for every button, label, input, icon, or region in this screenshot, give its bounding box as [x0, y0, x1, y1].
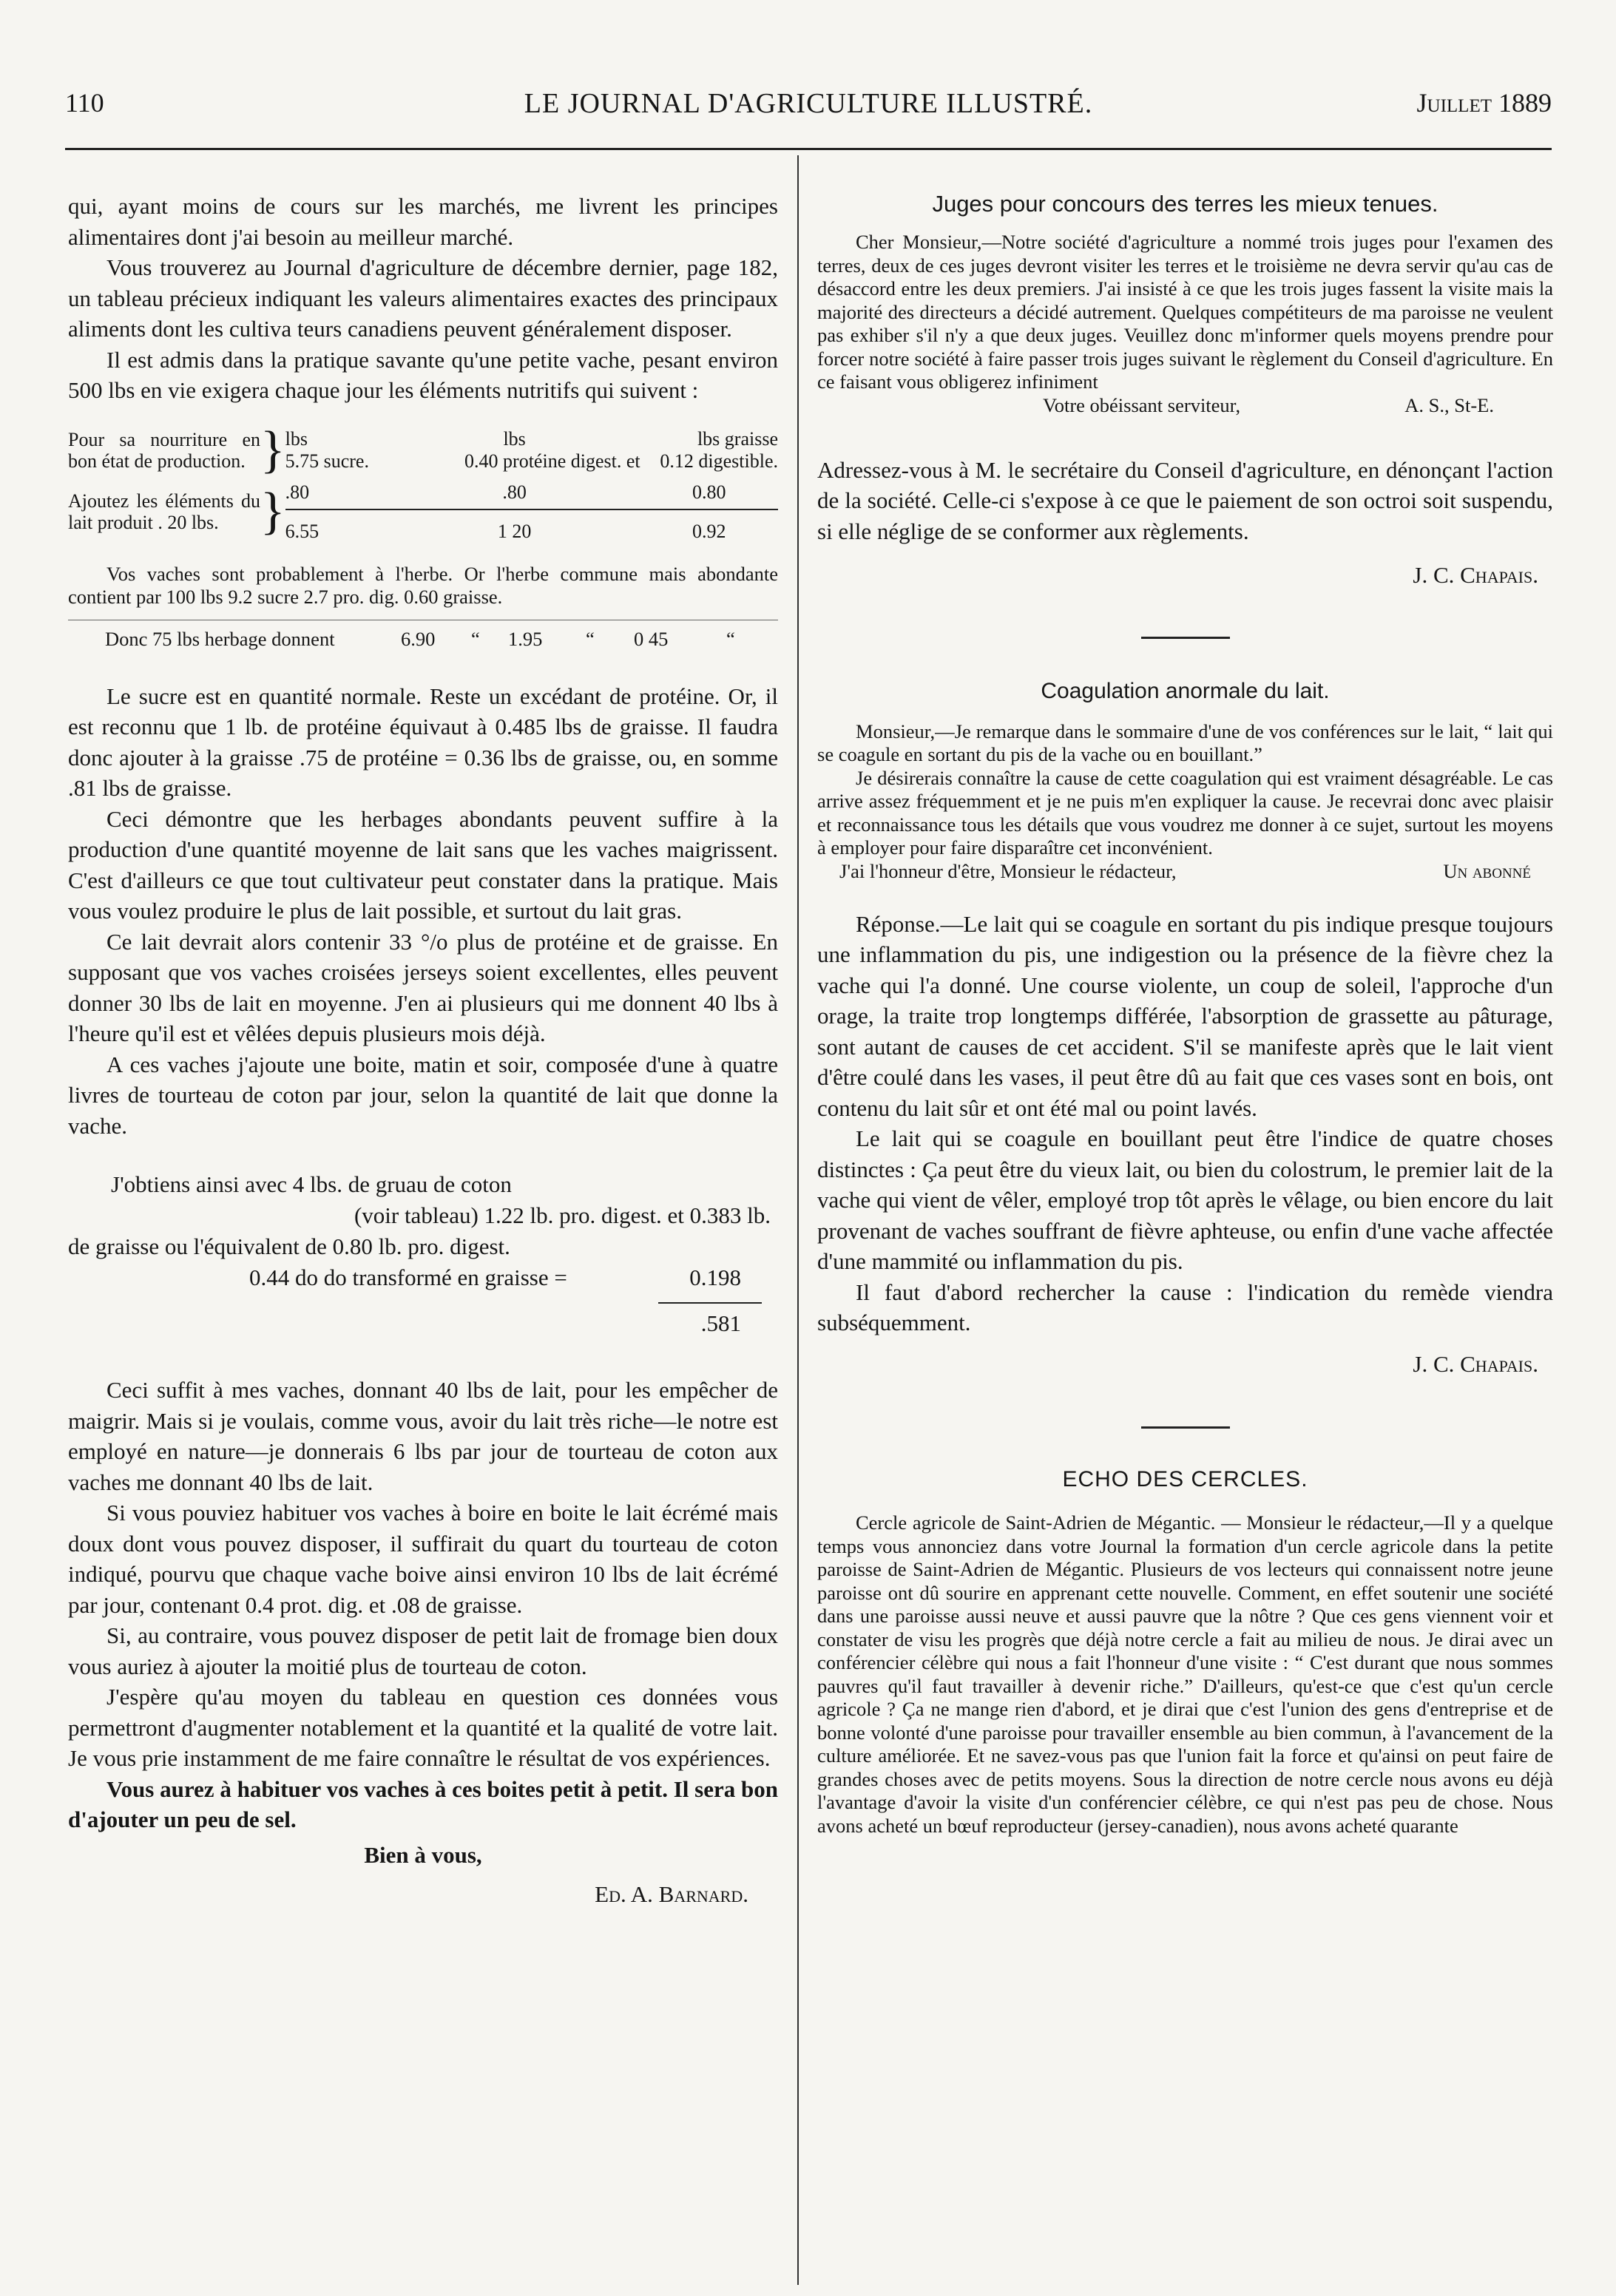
calc-line: J'obtiens ainsi avec 4 lbs. de gruau de coton: [111, 1171, 512, 1197]
brace: }: [260, 482, 285, 540]
calc-value: 0.198: [689, 1264, 741, 1290]
nutrient-row-label: Ajoutez les éléments du lait produit . 20 lbs.: [68, 490, 260, 533]
letter-signature: Un abonné: [1443, 859, 1531, 882]
section-heading: Juges pour concours des terres les mieux tenues.: [932, 191, 1438, 217]
paragraph: A ces vaches j'ajoute une boite, matin et soir, composée d'une à quatre livres de tourteau de coton par jour, selon la quantité de lait que donne la vache.: [68, 1051, 778, 1139]
calc-total: .581: [700, 1310, 741, 1336]
issue-date: Juillet 1889: [1416, 88, 1552, 118]
letter: Monsieur,—Je remarque dans le sommaire d'une de vos conférences sur le lait, “ lait qui se coagule en sortant du pis de la vache ou en bouillant.”: [817, 719, 1553, 765]
letter-signature: A. S., St-E.: [1404, 393, 1494, 416]
paragraph: qui, ayant moins de cours sur les marchés, me livrent les principes alimentaires dont j'ai besoin au meilleur marché.: [68, 193, 778, 250]
right-column: [817, 191, 1553, 1838]
letter: Je désirerais connaître la cause de cette coagulation qui est vraiment désagréable. Le cas arrive assez fréquemment et je ne puis m'en expliquer la cause. Je recevrai donc avec plaisir et reconnaissance tous les détails que vous voudrez me donner à ce sujet, surtout les moyens à employer pour faire disparaître cet inconvénient.: [817, 766, 1553, 859]
ditto-mark: “: [726, 627, 735, 650]
total-value: 0.92: [692, 520, 726, 542]
nutrient-value: .80: [285, 481, 389, 509]
calc-line: 0.44 do do transformé en graisse =: [249, 1264, 567, 1290]
page-header: [65, 87, 1552, 132]
unit-label: lbs: [503, 428, 526, 450]
herbage-label: Donc 75 lbs herbage donnent: [105, 627, 335, 650]
nutrient-value: .80: [389, 481, 640, 509]
letter-close-line: [817, 860, 1553, 884]
paragraph: Ceci démontre que les herbages abondants peuvent suffire à la production d'une quantité moyenne de lait sans que les vaches maigrissent. C'est d'ailleurs ce que tout cultivateur peut constater dans la pratique. Mais vous voulez produire le plus de lait possible, et surtout du lait gras.: [68, 805, 778, 924]
herbage-line: [68, 620, 778, 654]
herbage-value: 6.90: [401, 627, 436, 650]
letter-close-line: [817, 394, 1553, 418]
ditto-mark: “: [586, 627, 595, 650]
page-number: 110: [65, 88, 104, 118]
paragraph: Il est admis dans la pratique savante qu'une petite vache, pesant environ 500 lbs en vie exigera chaque jour les éléments nutritifs qui suivent :: [68, 346, 778, 403]
ditto-mark: “: [471, 627, 480, 650]
signature: J. C. Chapais.: [1413, 562, 1538, 588]
sum-rule: [658, 1302, 762, 1304]
answer: Le lait qui se coagule en bouillant peut être l'indice de quatre choses distinctes : Ça peut être du vieux lait, ou bien du colostrum, le premier lait de la vache qui vient de vêler, employé trop tôt après le vêlage, ou bien encore du lait provenant de vaches souffrant de fièvre aphteuse, ou enfin d'une vache affectée d'une mammité ou inflammation du pis.: [817, 1125, 1553, 1274]
closing: Bien à vous,: [364, 1841, 482, 1868]
unit-label: lbs graisse: [697, 428, 778, 450]
letter-close: Votre obéissant serviteur,: [1043, 393, 1241, 416]
total-value: 1 20: [497, 520, 532, 542]
paragraph: Ce lait devrait alors contenir 33 °/o plus de protéine et de graisse. En supposant que vos vaches croisées jerseys soient excellentes, elles peuvent donner 30 lbs de lait en moyenne. J'en ai plusieurs qui me donnent 40 lbs à l'heure qu'il est et vêlées depuis plusieurs mois déjà.: [68, 928, 778, 1046]
nutrient-value: 0.80: [640, 481, 778, 509]
calculation-block: [68, 1169, 778, 1341]
calc-line: (voir tableau) 1.22 lb. pro. digest. et 0.383 lb.: [354, 1202, 771, 1228]
section-heading: Coagulation anormale du lait.: [1041, 678, 1330, 703]
letter-close: J'ai l'honneur d'être, Monsieur le rédacteur,: [839, 859, 1177, 882]
paragraph: Vous aurez à habituer vos vaches à ces boites petit à petit. Il sera bon d'ajouter un peu de sel.: [68, 1775, 778, 1832]
answer: Il faut d'abord rechercher la cause : l'indication du remède viendra subséquemment.: [817, 1279, 1553, 1335]
unit-label: lbs: [285, 428, 308, 450]
journal-title: LE JOURNAL D'AGRICULTURE ILLUSTRÉ.: [524, 88, 1093, 119]
header-rule: [65, 148, 1552, 150]
left-column: [68, 191, 778, 1910]
column-divider: [797, 155, 799, 2285]
signature: J. C. Chapais.: [1413, 1350, 1538, 1377]
paragraph: J'espère qu'au moyen du tableau en question ces données vous permettront d'augmenter notablement et la quantité et la qualité de votre lait. Je vous prie instamment de me faire connaître le résultat de vos expériences.: [68, 1684, 778, 1771]
signature: Ed. A. Barnard.: [595, 1881, 748, 1907]
paragraph: Ceci suffit à mes vaches, donnant 40 lbs de lait, pour les empêcher de maigrir. Mais si je voulais, comme vous, avoir du lait très riche—le notre est employé en nature—je donnerais 6 lbs par jour de tourteau de coton aux vaches me donnant 40 lbs de lait.: [68, 1377, 778, 1495]
section-heading: ECHO DES CERCLES.: [1062, 1467, 1308, 1491]
nutrient-value: 0.12 digestible.: [660, 450, 778, 472]
letter: Cher Monsieur,—Notre société d'agriculture a nommé trois juges pour l'examen des terres, deux de ces juges devront visiter les terres et le troisième ne devra servir qu'au cas de désaccord entre les deux premiers. J'ai insisté à ce que les trois juges fassent la visite mais la majorité des directeurs a décidé autrement. Quelques compétiteurs de ma paroisse ne veulent pas exhiber s'il n'y a que deux juges. Veuillez donc m'informer quels moyens prendre pour forcer notre société à faire passer trois juges suivant le règlement du Conseil d'agriculture. En ce faisant vous obligerez infiniment: [817, 231, 1553, 393]
note: Vos vaches sont probablement à l'herbe. Or l'herbe commune mais abondante contient par 100 lbs 9.2 sucre 2.7 pro. dig. 0.60 graisse.: [68, 562, 778, 608]
echo-text: Cercle agricole de Saint-Adrien de Mégantic. — Monsieur le rédacteur,—Il y a quelque temps vous annonciez dans votre Journal la formation d'un cercle agricole dans la petite paroisse de Saint-Adrien de Mégantic. Plusieurs de vos lecteurs qui connaissent notre jeune paroisse ont dû sourire en apprenant cette nouvelle. Comment, en effet soutenir une société dans une paroisse aussi neuve et aussi pauvre que la nôtre ? Que ces gens viennent voir et constater de visu les progrès que déjà notre cercle a fait au milieu de nous. Je dirai avec un conférencier célèbre qui nous a fait l'honneur d'une visite : “ C'est durant que nous sommes pauvres qu'il faut travailler à devenir riche.” D'ailleurs, qu'est-ce que c'est qu'un cercle agricole ? Ça ne mange rien d'abord, et je dirai que c'est l'union des gens d'entreprise et de bonne volonté d'une paroisse pour travailler ensemble au bien commun, à l'avancement de la culture améliorée. Et ne savez-vous pas que l'union fait la force et qu'ainsi on peut faire de grandes choses avec de petits moyens. Sous la direction de notre cercle nous avons eu déjà l'avantage d'avoir la visite d'un conférencier célèbre, ce qui n'est pas peu de chose. Nous avons acheté un bœuf reproducteur (jersey-canadien), nous avons acheté quarante: [817, 1511, 1553, 1837]
herbage-value: 0 45: [634, 627, 669, 650]
answer: Adressez-vous à M. le secrétaire du Conseil d'agriculture, en dénonçant l'action de la société. Celle-ci s'expose à ce que le paiement de son octroi soit suspendu, si elle néglige de se conformer aux règlements.: [817, 456, 1553, 544]
total-value: 6.55: [285, 520, 320, 542]
paragraph: Vous trouverez au Journal d'agriculture de décembre dernier, page 182, un tableau précieux indiquant les valeurs alimentaires exactes des principaux aliments dont les cultiva teurs canadiens peuvent généralement disposer.: [68, 254, 778, 342]
herbage-value: 1.95: [508, 627, 543, 650]
nutrient-value: 0.40 protéine digest. et: [464, 450, 640, 472]
paragraph: Le sucre est en quantité normale. Reste un excédant de protéine. Or, il est reconnu que 1 lb. de protéine équivaut à 0.485 lbs de graisse. Il faudra donc ajouter à la graisse .75 de protéine = 0.36 lbs de graisse, ou, en somme .81 lbs de graisse.: [68, 683, 778, 801]
paragraph: Si, au contraire, vous pouvez disposer de petit lait de fromage bien doux vous auriez à ajouter la moitié plus de tourteau de coton.: [68, 1622, 778, 1679]
nutrient-table: [68, 421, 778, 542]
calc-line: de graisse ou l'équivalent de 0.80 lb. pro. digest.: [68, 1233, 510, 1259]
nutrient-row-label: Pour sa nourriture en bon état de production.: [68, 428, 260, 472]
answer: Réponse.—Le lait qui se coagule en sortant du pis indique presque toujours une inflammation du pis, une indigestion ou la présence de la fièvre chez la vache qui l'a donné. Une course violente, un coup de soleil, l'approche d'un orage, la traite trop longtemps différée, l'absorption de grassette au pâturage, sont autant de causes de cet accident. S'il se manifeste après que le lait vient d'être coulé dans les vases, il peut être dû au fait que ces vases sont en bois, ont contenu du lait sûr et ont été mal ou point lavés.: [817, 910, 1553, 1121]
nutrient-value: 5.75 sucre.: [285, 450, 369, 472]
brace: }: [260, 421, 285, 478]
paragraph: Si vous pouviez habituer vos vaches à boire en boite le lait écrémé mais doux dont vous pouvez disposer, il suffirait du quart du tourteau de coton indiqué, pourvu que chaque vache boive ainsi environ 10 lbs de lait écrémé par jour, contenant 0.4 prot. dig. et .08 de graisse.: [68, 1500, 778, 1618]
